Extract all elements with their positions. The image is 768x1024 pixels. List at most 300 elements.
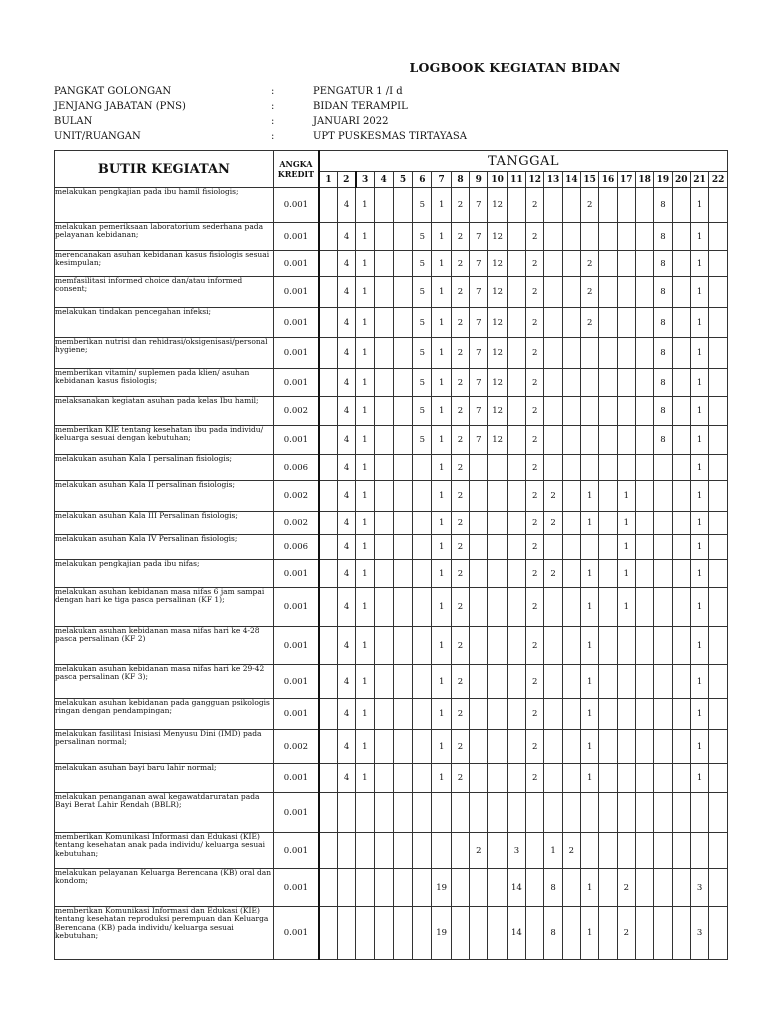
day-cell [635, 560, 653, 588]
day-cell [599, 369, 617, 397]
meta-label: BULAN [54, 116, 93, 127]
day-cell [562, 730, 580, 764]
day-cell: 12 [488, 308, 507, 338]
day-cell [599, 730, 617, 764]
day-cell: 12 [488, 251, 507, 277]
day-cell: 1 [690, 397, 708, 426]
day-cell [393, 397, 412, 426]
day-cell: 4 [337, 512, 355, 535]
day-cell: 1 [690, 588, 708, 627]
day-cell: 8 [654, 251, 672, 277]
day-cell [451, 833, 469, 869]
meta-value: BIDAN TERAMPIL [313, 101, 408, 112]
credit-cell: 0.001 [273, 560, 319, 588]
table-row [55, 188, 728, 223]
day-cell [617, 833, 635, 869]
day-cell [635, 793, 653, 833]
day-cell [413, 730, 432, 764]
day-header: 22 [709, 172, 728, 188]
day-cell: 2 [451, 512, 469, 535]
day-cell [319, 907, 337, 960]
day-cell [470, 588, 488, 627]
day-cell [393, 627, 412, 665]
day-cell [374, 764, 393, 793]
activity-cell: melakukan asuhan kebidanan masa nifas 6 jam sampai dengan hari ke tiga pasca persalinan (KF 1); [55, 588, 274, 627]
day-cell [635, 699, 653, 730]
day-cell: 1 [356, 188, 374, 223]
credit-cell: 0.001 [273, 699, 319, 730]
day-cell: 5 [413, 188, 432, 223]
day-cell [470, 535, 488, 560]
day-cell [562, 869, 580, 907]
day-cell [599, 223, 617, 251]
day-cell [319, 251, 337, 277]
credit-cell: 0.002 [273, 397, 319, 426]
day-cell: 8 [654, 338, 672, 369]
day-cell [672, 426, 690, 455]
day-cell [690, 833, 708, 869]
activity-cell: melakukan asuhan Kala II persalinan fisiologis; [55, 481, 274, 512]
day-cell: 7 [470, 397, 488, 426]
day-header: 9 [470, 172, 488, 188]
day-cell [356, 869, 374, 907]
day-cell [544, 369, 562, 397]
day-cell: 1 [356, 308, 374, 338]
day-header: 14 [562, 172, 580, 188]
day-cell: 1 [432, 535, 451, 560]
day-cell [709, 188, 728, 223]
day-cell [507, 793, 525, 833]
day-cell: 12 [488, 188, 507, 223]
day-cell: 2 [526, 699, 544, 730]
day-cell: 1 [617, 588, 635, 627]
day-cell [617, 699, 635, 730]
day-cell [709, 277, 728, 308]
table-row [55, 338, 728, 369]
meta-colon: : [271, 101, 275, 112]
day-cell: 1 [617, 512, 635, 535]
day-cell: 2 [526, 730, 544, 764]
day-header: 6 [413, 172, 432, 188]
day-cell [507, 277, 525, 308]
day-cell: 5 [413, 369, 432, 397]
day-cell [488, 535, 507, 560]
day-cell: 1 [356, 665, 374, 699]
day-cell [599, 793, 617, 833]
table-row [55, 560, 728, 588]
day-cell [393, 869, 412, 907]
day-cell: 2 [451, 535, 469, 560]
day-cell: 2 [526, 481, 544, 512]
day-cell: 1 [432, 627, 451, 665]
day-cell: 1 [581, 699, 599, 730]
day-cell: 4 [337, 188, 355, 223]
day-cell [635, 907, 653, 960]
day-cell [507, 397, 525, 426]
day-cell [393, 699, 412, 730]
day-cell [319, 730, 337, 764]
day-cell: 19 [432, 869, 451, 907]
day-cell [581, 223, 599, 251]
day-header: 7 [432, 172, 451, 188]
day-cell: 14 [507, 869, 525, 907]
day-header: 3 [356, 172, 374, 188]
meta-colon: : [271, 131, 275, 142]
day-cell: 8 [654, 397, 672, 426]
day-cell [617, 369, 635, 397]
day-cell [374, 251, 393, 277]
day-cell: 12 [488, 338, 507, 369]
day-cell: 14 [507, 907, 525, 960]
day-cell [488, 699, 507, 730]
credit-cell: 0.006 [273, 455, 319, 481]
day-cell [654, 560, 672, 588]
day-cell: 1 [432, 665, 451, 699]
day-cell [470, 730, 488, 764]
day-cell: 1 [432, 512, 451, 535]
day-cell [507, 588, 525, 627]
day-cell: 2 [451, 455, 469, 481]
day-cell [507, 764, 525, 793]
header-butir-kegiatan: BUTIR KEGIATAN [55, 151, 274, 188]
activity-cell: memberikan KIE tentang kesehatan ibu pada individu/ keluarga sesuai dengan kebutuhan; [55, 426, 274, 455]
day-cell [617, 665, 635, 699]
day-cell: 5 [413, 251, 432, 277]
day-cell [599, 426, 617, 455]
activity-cell: memberikan Komunikasi Informasi dan Edukasi (KIE) tentang kesehatan reproduksi perempuan dan Keluarga Berencana (KB) pada individu/ keluarga sesuai kebutuhan; [55, 907, 274, 960]
day-cell [672, 869, 690, 907]
day-cell [544, 338, 562, 369]
day-cell [526, 793, 544, 833]
day-cell: 2 [451, 308, 469, 338]
day-cell: 1 [581, 665, 599, 699]
meta-value: JANUARI 2022 [313, 116, 389, 127]
day-cell [581, 833, 599, 869]
day-cell: 4 [337, 535, 355, 560]
activity-cell: melakukan penanganan awal kegawatdaruratan pada Bayi Berat Lahir Rendah (BBLR); [55, 793, 274, 833]
day-cell: 1 [690, 627, 708, 665]
day-cell [617, 188, 635, 223]
table-row [55, 455, 728, 481]
day-cell: 4 [337, 277, 355, 308]
day-cell: 1 [356, 369, 374, 397]
day-cell: 1 [432, 481, 451, 512]
table-row [55, 426, 728, 455]
day-cell [562, 764, 580, 793]
day-cell: 2 [581, 251, 599, 277]
day-cell [413, 907, 432, 960]
activity-cell: melakukan pelayanan Keluarga Berencana (KB) oral dan kondom; [55, 869, 274, 907]
activity-cell: melaksanakan kegiatan asuhan pada kelas Ibu hamil; [55, 397, 274, 426]
activity-cell: melakukan pengkajian pada ibu nifas; [55, 560, 274, 588]
day-cell [374, 338, 393, 369]
day-header: 2 [337, 172, 355, 188]
activity-cell: melakukan asuhan Kala III Persalinan fisiologis; [55, 512, 274, 535]
day-cell [507, 665, 525, 699]
day-cell: 1 [432, 223, 451, 251]
day-cell [507, 560, 525, 588]
credit-cell: 0.001 [273, 833, 319, 869]
day-cell [374, 699, 393, 730]
day-cell [507, 338, 525, 369]
day-cell [507, 481, 525, 512]
day-cell [374, 512, 393, 535]
day-cell [654, 793, 672, 833]
credit-cell: 0.002 [273, 512, 319, 535]
day-cell [599, 588, 617, 627]
day-cell [562, 512, 580, 535]
day-cell [544, 730, 562, 764]
day-cell: 2 [526, 223, 544, 251]
day-cell: 2 [526, 277, 544, 308]
activity-cell: memberikan nutrisi dan rehidrasi/oksigenisasi/personal hygiene; [55, 338, 274, 369]
day-cell [470, 907, 488, 960]
day-cell [413, 699, 432, 730]
day-cell: 1 [581, 512, 599, 535]
day-cell [709, 223, 728, 251]
day-cell [393, 481, 412, 512]
day-cell: 2 [451, 251, 469, 277]
day-cell [488, 833, 507, 869]
meta-row [54, 129, 474, 144]
meta-row [54, 114, 474, 129]
day-cell: 2 [526, 397, 544, 426]
logbook-title-text: LOGBOOK KEGIATAN BIDAN [409, 60, 621, 75]
day-cell [709, 588, 728, 627]
day-cell: 2 [451, 627, 469, 665]
day-cell: 8 [544, 907, 562, 960]
day-cell [319, 764, 337, 793]
day-cell: 4 [337, 699, 355, 730]
day-cell: 5 [413, 277, 432, 308]
day-cell [562, 793, 580, 833]
day-cell [635, 869, 653, 907]
credit-cell: 0.001 [273, 426, 319, 455]
day-cell [393, 455, 412, 481]
day-cell [374, 308, 393, 338]
credit-cell: 0.001 [273, 764, 319, 793]
day-cell: 1 [356, 397, 374, 426]
day-cell: 1 [581, 730, 599, 764]
day-cell [599, 481, 617, 512]
day-cell [319, 833, 337, 869]
day-cell: 2 [526, 455, 544, 481]
day-header: 13 [544, 172, 562, 188]
day-cell [374, 535, 393, 560]
activity-cell: melakukan asuhan bayi baru lahir normal; [55, 764, 274, 793]
table-row [55, 907, 728, 960]
day-cell [507, 699, 525, 730]
table-row [55, 627, 728, 665]
day-header: 12 [526, 172, 544, 188]
day-cell [470, 512, 488, 535]
day-cell [599, 560, 617, 588]
table-row [55, 535, 728, 560]
day-cell [562, 481, 580, 512]
meta-row [54, 99, 474, 114]
day-cell: 1 [690, 699, 708, 730]
day-cell [488, 764, 507, 793]
credit-cell: 0.001 [273, 223, 319, 251]
day-header: 17 [617, 172, 635, 188]
credit-cell: 0.001 [273, 627, 319, 665]
day-cell: 5 [413, 338, 432, 369]
table-row [55, 730, 728, 764]
day-cell [451, 907, 469, 960]
day-cell: 4 [337, 665, 355, 699]
day-cell [599, 277, 617, 308]
day-cell: 1 [356, 251, 374, 277]
day-cell [562, 277, 580, 308]
day-cell: 1 [581, 764, 599, 793]
day-cell [488, 455, 507, 481]
day-cell: 1 [690, 338, 708, 369]
day-cell [672, 512, 690, 535]
meta-info [54, 84, 474, 144]
day-cell: 1 [432, 560, 451, 588]
day-cell: 2 [451, 397, 469, 426]
meta-label: UNIT/RUANGAN [54, 131, 141, 142]
credit-cell: 0.001 [273, 869, 319, 907]
day-cell [617, 223, 635, 251]
day-cell [356, 793, 374, 833]
day-cell: 2 [562, 833, 580, 869]
day-cell [451, 793, 469, 833]
activity-cell: memberikan vitamin/ suplemen pada klien/ asuhan kebidanan kasus fisiologis; [55, 369, 274, 397]
day-cell [393, 308, 412, 338]
day-cell: 2 [451, 665, 469, 699]
day-cell [413, 512, 432, 535]
day-cell: 8 [654, 369, 672, 397]
day-cell [393, 188, 412, 223]
day-cell [562, 560, 580, 588]
day-cell [672, 188, 690, 223]
day-cell: 8 [654, 277, 672, 308]
day-header: 16 [599, 172, 617, 188]
day-cell: 2 [451, 481, 469, 512]
day-cell [672, 369, 690, 397]
activity-cell: melakukan asuhan Kala I persalinan fisiologis; [55, 455, 274, 481]
day-cell: 4 [337, 588, 355, 627]
day-cell: 1 [690, 308, 708, 338]
day-cell: 4 [337, 397, 355, 426]
day-cell: 3 [690, 907, 708, 960]
day-cell: 5 [413, 223, 432, 251]
day-cell [672, 627, 690, 665]
day-cell [690, 793, 708, 833]
day-cell: 2 [581, 277, 599, 308]
day-cell [581, 397, 599, 426]
day-cell [617, 764, 635, 793]
day-cell [544, 455, 562, 481]
day-cell [470, 764, 488, 793]
day-cell [337, 833, 355, 869]
day-cell: 1 [356, 481, 374, 512]
day-cell [672, 481, 690, 512]
day-cell [507, 535, 525, 560]
day-cell [617, 793, 635, 833]
day-cell: 1 [690, 764, 708, 793]
day-cell: 1 [432, 308, 451, 338]
day-cell: 1 [356, 699, 374, 730]
day-cell [374, 588, 393, 627]
day-cell [374, 730, 393, 764]
day-cell [654, 699, 672, 730]
day-cell: 1 [581, 588, 599, 627]
day-cell [562, 369, 580, 397]
day-cell [319, 188, 337, 223]
day-cell [654, 535, 672, 560]
day-cell [562, 699, 580, 730]
day-cell: 3 [507, 833, 525, 869]
day-cell [544, 308, 562, 338]
day-cell [319, 793, 337, 833]
day-cell [526, 869, 544, 907]
day-cell: 3 [690, 869, 708, 907]
day-cell: 2 [451, 730, 469, 764]
day-cell [635, 223, 653, 251]
day-cell [393, 665, 412, 699]
day-cell [393, 223, 412, 251]
day-cell [319, 481, 337, 512]
day-cell [709, 369, 728, 397]
day-cell [599, 833, 617, 869]
credit-cell: 0.001 [273, 277, 319, 308]
day-cell [654, 627, 672, 665]
day-cell [374, 627, 393, 665]
day-cell [709, 397, 728, 426]
day-cell [709, 793, 728, 833]
header-tanggal: TANGGAL [319, 151, 727, 172]
day-header: 1 [319, 172, 337, 188]
day-cell [672, 907, 690, 960]
day-cell [374, 455, 393, 481]
day-cell: 5 [413, 426, 432, 455]
day-cell [672, 764, 690, 793]
day-cell: 4 [337, 426, 355, 455]
day-cell: 2 [544, 560, 562, 588]
activity-cell: memberikan Komunikasi Informasi dan Edukasi (KIE) tentang kesehatan anak pada individu/ keluarga sesuai kebutuhan; [55, 833, 274, 869]
day-cell [709, 308, 728, 338]
day-cell [709, 627, 728, 665]
day-cell [413, 560, 432, 588]
day-cell: 1 [432, 699, 451, 730]
activity-cell: memfasilitasi informed choice dan/atau informed consent; [55, 277, 274, 308]
day-cell [562, 665, 580, 699]
day-cell [562, 907, 580, 960]
day-cell: 1 [690, 277, 708, 308]
day-header: 5 [393, 172, 412, 188]
day-cell [709, 730, 728, 764]
day-cell [413, 588, 432, 627]
day-cell [544, 397, 562, 426]
day-cell [393, 338, 412, 369]
day-cell: 8 [654, 188, 672, 223]
day-cell [470, 699, 488, 730]
day-cell [507, 251, 525, 277]
day-cell: 2 [526, 665, 544, 699]
credit-cell: 0.002 [273, 481, 319, 512]
day-cell: 1 [432, 455, 451, 481]
day-cell [544, 188, 562, 223]
day-cell [635, 397, 653, 426]
day-cell: 1 [356, 560, 374, 588]
day-cell [709, 251, 728, 277]
table-row [55, 308, 728, 338]
day-cell: 1 [356, 512, 374, 535]
day-cell [356, 907, 374, 960]
credit-cell: 0.001 [273, 188, 319, 223]
